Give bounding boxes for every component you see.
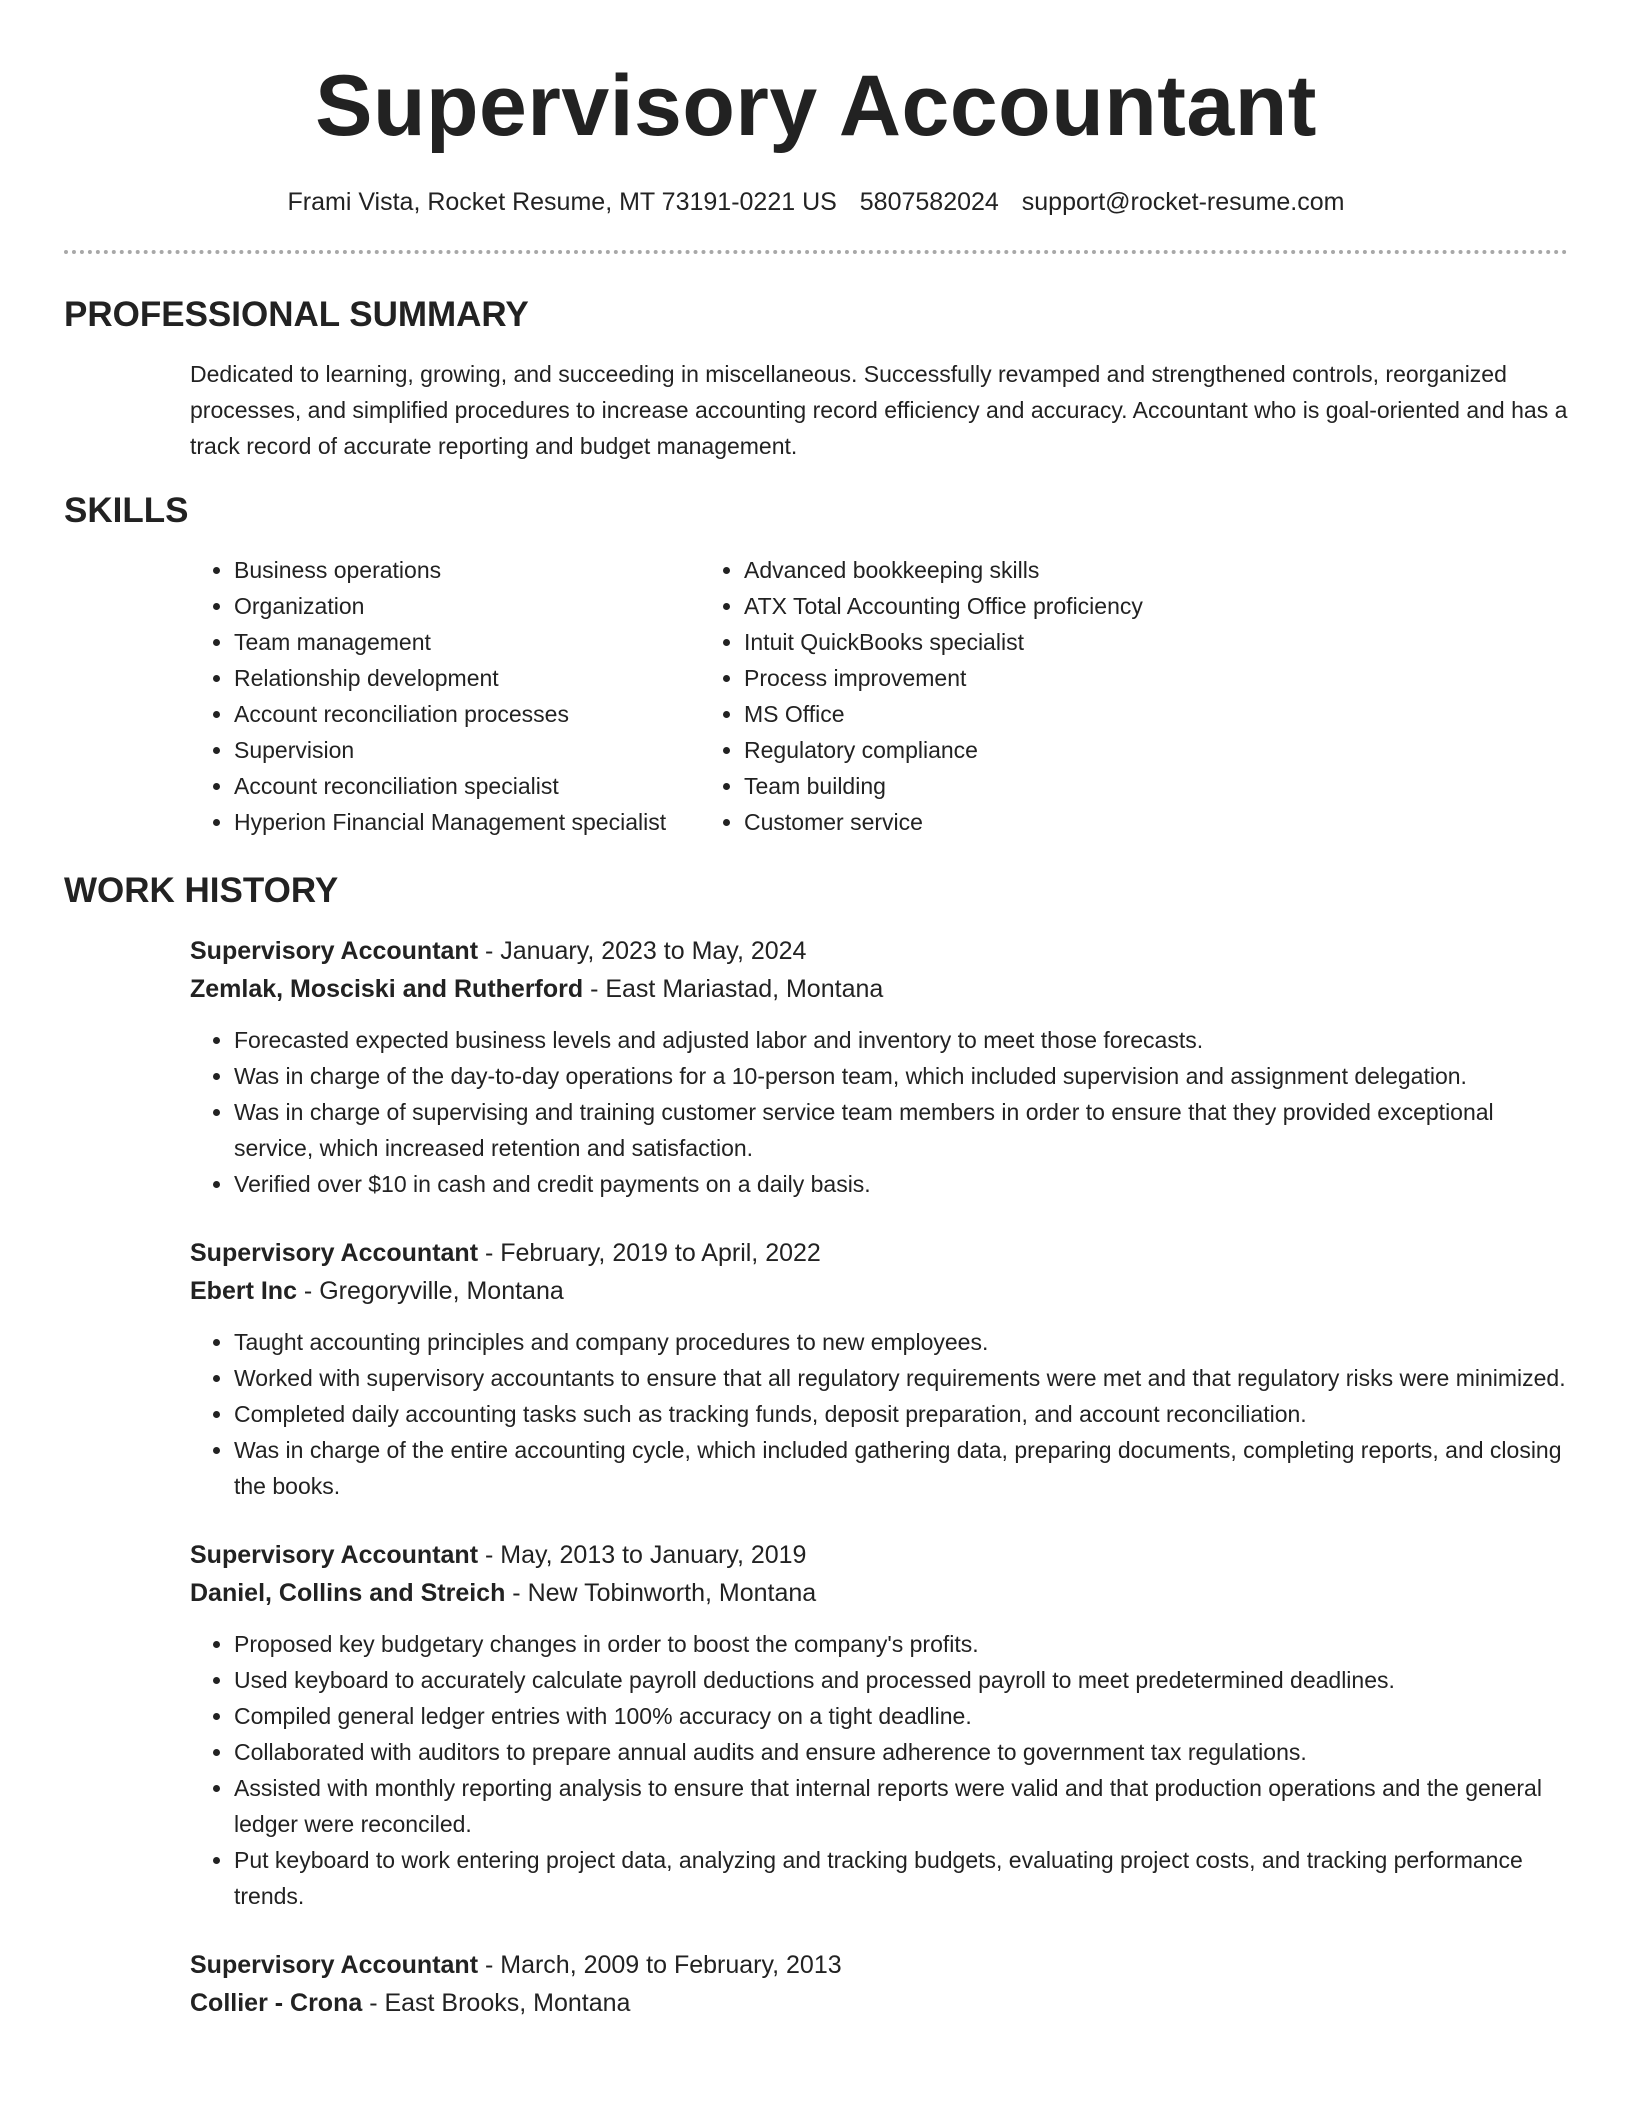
skill-item: • Relationship development bbox=[234, 660, 700, 696]
job-bullet: • Verified over $10 in cash and credit payments on a daily basis. bbox=[234, 1166, 1568, 1202]
job-location: - East Mariastad, Montana bbox=[583, 975, 884, 1003]
skill-item: • Regulatory compliance bbox=[744, 732, 1143, 768]
job-bullet: • Assisted with monthly reporting analysis to ensure that internal reports were valid and that production operations and the general ledger were reconciled. bbox=[234, 1770, 1568, 1842]
job-title: Supervisory Accountant bbox=[190, 937, 479, 965]
address: Frami Vista, Rocket Resume, MT 73191-0221 US bbox=[287, 188, 837, 216]
skills-title: SKILLS bbox=[64, 491, 189, 530]
job-bullet: • Used keyboard to accurately calculate payroll deductions and processed payroll to meet predetermined deadlines. bbox=[234, 1662, 1568, 1698]
skill-item: • MS Office bbox=[744, 696, 1143, 732]
job-bullet: • Worked with supervisory accountants to ensure that all regulatory requirements were met and that regulatory risks were minimized. bbox=[234, 1360, 1568, 1396]
job-dates: - March, 2009 to February, 2013 bbox=[478, 1951, 842, 1979]
summary-text: Dedicated to learning, growing, and succeeding in miscellaneous. Successfully revamped and strengthened controls, reorganized processes, and simplified procedures to increase accounting record efficiency and accuracy. Accountant who is goal-oriented and has a track record of accurate reporting and budget management. bbox=[190, 361, 1568, 459]
job-company: Ebert Inc bbox=[190, 1277, 297, 1305]
job-title: Supervisory Accountant bbox=[190, 1239, 479, 1267]
work-history-title: WORK HISTORY bbox=[64, 871, 339, 910]
skill-item: • Account reconciliation specialist bbox=[234, 768, 700, 804]
skill-item: • Supervision bbox=[234, 732, 700, 768]
job-bullets bbox=[64, 1626, 1568, 1914]
job-bullet: • Collaborated with auditors to prepare annual audits and ensure adherence to government tax regulations. bbox=[234, 1734, 1568, 1770]
skill-item: • Organization bbox=[234, 588, 700, 624]
skills-column-left bbox=[64, 552, 700, 840]
job-company-line bbox=[64, 1574, 1568, 1612]
job-bullet: • Was in charge of supervising and training customer service team members in order to ensure that they provided exceptional service, which increased retention and satisfaction. bbox=[234, 1094, 1568, 1166]
job-company: Collier - Crona bbox=[190, 1989, 363, 2017]
resume-header bbox=[64, 0, 1568, 218]
skill-item: • Business operations bbox=[234, 552, 700, 588]
job-bullet: • Was in charge of the entire accounting cycle, which included gathering data, preparing documents, completing reports, and closing the books. bbox=[234, 1432, 1568, 1504]
job-company-line bbox=[64, 1984, 1568, 2022]
job-bullet: • Proposed key budgetary changes in order to boost the company's profits. bbox=[234, 1626, 1568, 1662]
job-location: - East Brooks, Montana bbox=[362, 1989, 631, 2017]
job-dates: - May, 2013 to January, 2019 bbox=[478, 1541, 807, 1569]
skills-list bbox=[64, 552, 1568, 840]
skills-column-right bbox=[700, 552, 1143, 840]
skill-item: • ATX Total Accounting Office proficiency bbox=[744, 588, 1143, 624]
job-location: - New Tobinworth, Montana bbox=[505, 1579, 817, 1607]
job-title-line bbox=[64, 1946, 1568, 1984]
summary-section bbox=[64, 294, 1568, 464]
job-entry bbox=[64, 1946, 1568, 2022]
job-entry bbox=[64, 1536, 1568, 1914]
job-bullet: • Completed daily accounting tasks such as tracking funds, deposit preparation, and account reconciliation. bbox=[234, 1396, 1568, 1432]
job-bullet: • Was in charge of the day-to-day operations for a 10-person team, which included supervision and assignment delegation. bbox=[234, 1058, 1568, 1094]
job-bullet: • Taught accounting principles and company procedures to new employees. bbox=[234, 1324, 1568, 1360]
job-location: - Gregoryville, Montana bbox=[296, 1277, 564, 1305]
job-bullet: • Forecasted expected business levels and adjusted labor and inventory to meet those forecasts. bbox=[234, 1022, 1568, 1058]
skill-item: • Hyperion Financial Management specialist bbox=[234, 804, 700, 840]
skill-item: • Process improvement bbox=[744, 660, 1143, 696]
skill-item: • Intuit QuickBooks specialist bbox=[744, 624, 1143, 660]
job-bullets bbox=[64, 1324, 1568, 1504]
job-title-line bbox=[64, 1536, 1568, 1574]
job-title: Supervisory Accountant bbox=[190, 1541, 479, 1569]
phone: 5807582024 bbox=[859, 188, 999, 216]
job-entry bbox=[64, 1234, 1568, 1504]
skill-item: • Account reconciliation processes bbox=[234, 696, 700, 732]
contact-line bbox=[64, 186, 1568, 218]
skills-section bbox=[64, 490, 1568, 840]
job-bullet: • Put keyboard to work entering project data, analyzing and tracking budgets, evaluating project costs, and tracking performance trends. bbox=[234, 1842, 1568, 1914]
work-history-section bbox=[64, 870, 1568, 2022]
job-company-line bbox=[64, 970, 1568, 1008]
job-entry bbox=[64, 932, 1568, 1202]
header-divider bbox=[64, 250, 1568, 254]
skill-item: • Team building bbox=[744, 768, 1143, 804]
job-title-line bbox=[64, 1234, 1568, 1272]
job-title: Supervisory Accountant bbox=[190, 1951, 479, 1979]
skill-item: • Advanced bookkeeping skills bbox=[744, 552, 1143, 588]
job-bullets bbox=[64, 1022, 1568, 1202]
job-company: Zemlak, Mosciski and Rutherford bbox=[190, 975, 584, 1003]
job-title-line bbox=[64, 932, 1568, 970]
skill-item: • Customer service bbox=[744, 804, 1143, 840]
email: support@rocket-resume.com bbox=[1021, 188, 1345, 216]
candidate-name: Supervisory Accountant bbox=[315, 58, 1317, 154]
summary-title: PROFESSIONAL SUMMARY bbox=[64, 295, 529, 334]
job-dates: - January, 2023 to May, 2024 bbox=[478, 937, 807, 965]
job-company: Daniel, Collins and Streich bbox=[190, 1579, 506, 1607]
skill-item: • Team management bbox=[234, 624, 700, 660]
job-dates: - February, 2019 to April, 2022 bbox=[478, 1239, 821, 1267]
job-bullet: • Compiled general ledger entries with 100% accuracy on a tight deadline. bbox=[234, 1698, 1568, 1734]
job-company-line bbox=[64, 1272, 1568, 1310]
